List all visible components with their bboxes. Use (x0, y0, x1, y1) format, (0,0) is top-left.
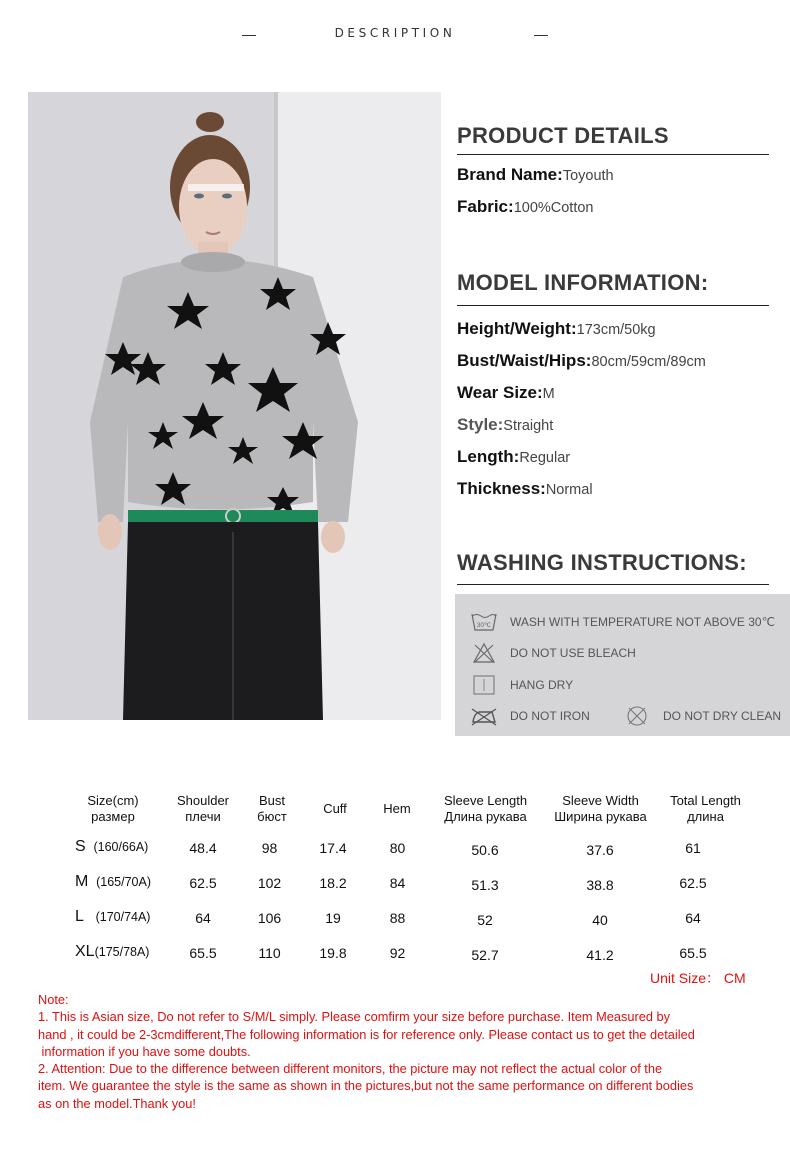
cell: 18.2 (319, 875, 347, 891)
model-information-rule (457, 305, 769, 306)
info-value: Toyouth (562, 168, 614, 184)
info-row-length (457, 447, 570, 467)
size-label-s: S (160/66A) (75, 838, 149, 855)
info-key: Brand Name: (457, 165, 563, 184)
cell: 41.2 (586, 947, 614, 963)
care-instructions-box (455, 594, 790, 736)
size-label-m: M (165/70A) (75, 873, 152, 890)
cell: 61 (685, 840, 701, 856)
cell: 65.5 (679, 945, 707, 961)
no-iron-icon (470, 705, 498, 727)
info-value: 173cm/50kg (576, 322, 656, 338)
cell: 110 (258, 945, 281, 961)
note-line: item. We guarantee the style is the same as shown in the pictures,but not the same performance on different bodies (38, 1078, 694, 1094)
info-row-bust-waist-hips (457, 351, 706, 371)
product-details-rule (457, 154, 769, 155)
info-row-wear-size (457, 383, 555, 403)
note-line: hand , it could be 2-3cmdifferent,The following information is for reference only. Please contact us to get the detailed (38, 1026, 695, 1042)
description-header (0, 26, 790, 46)
model-information-title: MODEL INFORMATION: (457, 270, 709, 295)
cell: 64 (195, 910, 211, 926)
cell: 84 (389, 875, 406, 891)
header-sleeve-width: Sleeve Width Ширина рукава (554, 793, 647, 824)
care-label: WASH WITH TEMPERATURE NOT ABOVE 30℃ (510, 615, 776, 629)
note-line: 2. Attention: Due to the difference between different monitors, the picture may not reflect the actual color of the (38, 1061, 663, 1077)
care-item-bleach (470, 642, 636, 664)
note-block (38, 991, 758, 1112)
size-label-xl: XL(175/78A) (75, 943, 150, 960)
care-label: HANG DRY (510, 678, 574, 692)
header-shoulder: Shoulder плечи (176, 793, 230, 824)
no-dry-clean-icon (623, 705, 651, 727)
cell: 92 (389, 945, 406, 961)
wash-30-icon (470, 611, 498, 633)
cell: 102 (257, 875, 282, 891)
cell: 65.5 (189, 945, 217, 961)
model-photo-illustration (28, 92, 441, 720)
cell: 62.5 (189, 875, 217, 891)
info-value: Normal (545, 482, 593, 498)
cell: 50.6 (471, 842, 499, 858)
unit-size-label: Unit Size： CM (650, 970, 746, 986)
cell: 88 (389, 910, 406, 926)
info-key: Style: (457, 415, 504, 434)
svg-text:30℃: 30℃ (476, 622, 492, 629)
info-key: Thickness: (457, 479, 546, 498)
cell: 19.8 (319, 945, 347, 961)
info-key: Wear Size: (457, 383, 543, 402)
note-line: 1. This is Asian size, Do not refer to S/M/L simply. Please comfirm your size before purchase. Item Measured by (38, 1009, 671, 1025)
description-title: DESCRIPTION (334, 26, 456, 40)
product-photo (28, 92, 441, 720)
cell: 106 (257, 910, 282, 926)
no-bleach-icon (470, 642, 498, 664)
hang-dry-icon (470, 674, 498, 696)
care-label: DO NOT DRY CLEAN (663, 709, 782, 723)
care-item-wash (470, 611, 775, 633)
cell: 51.3 (471, 877, 499, 893)
product-details-title: PRODUCT DETAILS (457, 123, 669, 148)
care-item-no-iron (470, 705, 590, 727)
info-key: Height/Weight: (457, 319, 577, 338)
care-item-hang-dry (470, 674, 573, 696)
cell: 17.4 (319, 840, 347, 856)
care-label: DO NOT IRON (510, 709, 590, 723)
info-value: M (542, 386, 555, 402)
info-key: Fabric: (457, 197, 514, 216)
right-dash (534, 35, 548, 36)
info-key: Length: (457, 447, 520, 466)
info-row-fabric (457, 197, 594, 217)
header-bust: Bust бюст (257, 793, 287, 824)
note-title: Note: (38, 992, 69, 1007)
cell: 98 (261, 840, 278, 856)
info-row-style (457, 415, 553, 435)
info-row-thickness (457, 479, 593, 499)
size-label-l: L (170/74A) (75, 908, 151, 925)
header-cuff: Cuff (323, 801, 347, 816)
info-row-height-weight (457, 319, 656, 339)
cell: 37.6 (586, 842, 614, 858)
info-value: Straight (503, 418, 554, 434)
note-line: as on the model.Thank you! (38, 1095, 196, 1111)
washing-instructions-title: WASHING INSTRUCTIONS: (457, 550, 747, 575)
care-item-no-dry-clean (623, 705, 781, 727)
cell: 62.5 (679, 875, 707, 891)
note-line: information if you have some doubts. (38, 1043, 251, 1059)
info-value: 80cm/59cm/89cm (591, 354, 706, 370)
info-value: Regular (519, 450, 571, 466)
info-row-brand (457, 165, 614, 185)
header-size: Size(cm) размер (87, 793, 139, 824)
care-label: DO NOT USE BLEACH (510, 646, 636, 660)
header-total-length: Total Length длина (670, 793, 741, 824)
info-key: Bust/Waist/Hips: (457, 351, 592, 370)
cell: 52.7 (471, 947, 499, 963)
washing-instructions-rule (457, 584, 769, 585)
cell: 52 (477, 912, 493, 928)
cell: 40 (592, 912, 608, 928)
cell: 38.8 (586, 877, 614, 893)
cell: 80 (389, 840, 406, 856)
cell: 64 (685, 910, 701, 926)
cell: 19 (325, 910, 341, 926)
header-hem: Hem (383, 801, 411, 816)
cell: 48.4 (189, 840, 217, 856)
info-value: 100%Cotton (513, 200, 594, 216)
header-sleeve-length: Sleeve Length Длина рукава (443, 793, 528, 824)
